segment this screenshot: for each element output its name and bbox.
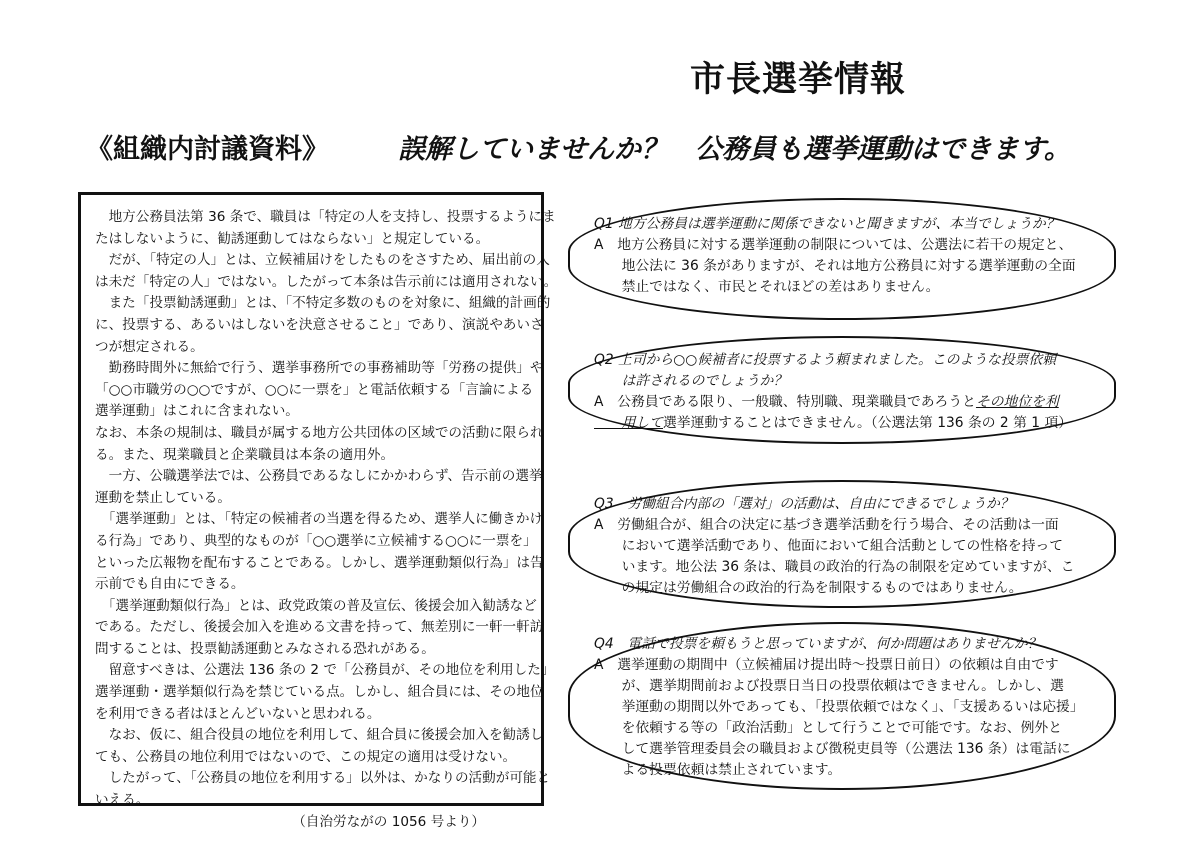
- question-q2: Q2 上司から○○候補者に投票するよう頼まれました。このような投票依頼: [594, 352, 1057, 368]
- body-line: 「○○市職労の○○ですが、○○に一票を」と電話依頼する「言論による: [95, 381, 534, 398]
- qa-box-q3: [568, 480, 1116, 608]
- answer-line: よる投票依頼は禁止されています。: [594, 762, 842, 778]
- body-line: つが想定される。: [95, 338, 204, 355]
- answer-line: [594, 413, 1098, 434]
- question-q2-cont: は許されるのでしょうか？: [594, 373, 788, 389]
- body-line: だが、「特定の人」とは、立候補届けをしたものをさすため、届出前の人: [95, 252, 550, 269]
- answer-line: 挙運動の期間以外であっても、「投票依頼ではなく」、「支援あるいは応援」: [594, 699, 1084, 715]
- headline: 誤解していませんか？ 公務員も選挙運動はできます。: [398, 134, 1071, 165]
- body-line: る行為」であり、典型的なものが「○○選挙に立候補する○○に一票を」: [95, 532, 537, 549]
- body-line: は未だ「特定の人」ではない。したがって本条は告示前には適用されない。: [95, 273, 558, 290]
- answer-line: 禁止ではなく、市民とそれほどの差はありません。: [594, 279, 940, 295]
- body-line: 「選挙運動」とは、「特定の候補者の当選を得るため、選挙人に働きかけ: [95, 511, 544, 528]
- answer-line: A 地方公務員に対する選挙運動の制限については、公選法に若干の規定と、: [594, 237, 1073, 253]
- body-line: 問することは、投票勧誘運動とみなされる恐れがある。: [95, 640, 435, 657]
- answer-emphasis: 用して: [594, 415, 663, 431]
- body-line: なお、本条の規制は、職員が属する地方公共団体の区域での活動に限られ: [95, 424, 544, 441]
- body-line: したがって、「公務員の地位を利用する」以外は、かなりの活動が可能と: [95, 770, 551, 787]
- question-q3: Q3 労働組合内部の「選対」の活動は、自由にできるでしょうか？: [594, 496, 1014, 512]
- qa-box-q4: [568, 622, 1116, 790]
- body-line: 選挙運動・選挙類似行為を禁じている点。しかし、組合員には、その地位: [95, 684, 544, 701]
- answer-line: [594, 392, 1098, 413]
- answer-line: 地公法に 36 条がありますが、それは地方公務員に対する選挙運動の全面: [594, 258, 1076, 274]
- body-line: たはしないように、勧誘運動してはならない」と規定している。: [95, 230, 490, 247]
- qa-box-q1: [568, 198, 1116, 320]
- answer-line: において選挙活動であり、他面において組合活動としての性格を持って: [594, 538, 1064, 554]
- answer-line: います。地公法 36 条は、職員の政治的行為の制限を定めていますが、こ: [594, 559, 1075, 575]
- qa-box-q2: [568, 336, 1116, 444]
- body-line: なお、仮に、組合役員の地位を利用して、組合員に後援会加入を勧誘し: [95, 727, 544, 744]
- answer-text: 選挙運動することはできません。（公選法第 136 条の 2 第 1 項）: [662, 415, 1073, 431]
- answer-line: A 選挙運動の期間中（立候補届け提出時～投票日前日）の依頼は自由です: [594, 657, 1059, 673]
- body-line: 示前でも自由にできる。: [95, 576, 245, 593]
- body-line: 「選挙運動類似行為」とは、政党政策の普及宣伝、後援会加入勧誘など: [95, 597, 537, 614]
- page-title: 市長選挙情報: [690, 60, 907, 100]
- body-line: を利用できる者はほとんどいないと思われる。: [95, 705, 381, 722]
- answer-emphasis: その地位を利: [975, 394, 1059, 410]
- body-line: る。また、現業職員と企業職員は本条の適用外。: [95, 446, 395, 463]
- answer-line: が、選挙期間前および投票日当日の投票依頼はできません。しかし、選: [594, 678, 1064, 694]
- body-line: 地方公務員法第 36 条で、職員は「特定の人を支持し、投票するようにま: [95, 209, 556, 225]
- body-line: に、投票する、あるいはしないを決意させること」であり、演説やあいさ: [95, 316, 544, 333]
- answer-line: の規定は労働組合の政治的行為を制限するものではありません。: [594, 580, 1023, 596]
- body-line: 選挙運動」はこれに含まれない。: [95, 403, 299, 420]
- answer-text: A 公務員である限り、一般職、特別職、現業職員であろうと: [594, 394, 976, 410]
- body-line: また「投票勧誘運動」とは、「不特定多数のものを対象に、組織的計画的: [95, 295, 551, 312]
- answer-line: して選挙管理委員会の職員および徴税吏員等（公選法 136 条）は電話に: [594, 741, 1071, 757]
- body-line: ても、公務員の地位利用ではないので、この規定の適用は受けない。: [95, 748, 517, 765]
- explanation-box: [78, 192, 558, 830]
- answer-line: A 労働組合が、組合の決定に基づき選挙活動を行う場合、その活動は一面: [594, 517, 1059, 533]
- source-citation: （自治労ながの 1056 号より）: [292, 813, 485, 830]
- body-line: 一方、公職選挙法では、公務員であるなしにかかわらず、告示前の選挙: [95, 468, 543, 485]
- body-line: 運動を禁止している。: [95, 489, 231, 506]
- body-line: 勤務時間外に無給で行う、選挙事務所での事務補助等「労務の提供」や: [95, 360, 544, 377]
- body-line: いえる。: [95, 792, 150, 809]
- body-line: である。ただし、後援会加入を進める文書を持って、無差別に一軒一軒訪: [95, 619, 544, 636]
- body-line: といった広報物を配布することである。しかし、選挙運動類似行為」は告: [95, 554, 544, 571]
- body-line: 留意すべきは、公選法 136 条の 2 で「公務員が、その地位を利用した」: [95, 662, 555, 679]
- question-q4: Q4 電話で投票を頼もうと思っていますが、何か問題はありませんか？: [594, 636, 1042, 652]
- answer-line: を依頼する等の「政治活動」として行うことで可能です。なお、例外と: [594, 720, 1062, 736]
- document-label: 《組織内討議資料》: [86, 134, 329, 165]
- question-q1: Q1 地方公務員は選挙運動に関係できないと聞きますが、本当でしょうか？: [594, 216, 1060, 232]
